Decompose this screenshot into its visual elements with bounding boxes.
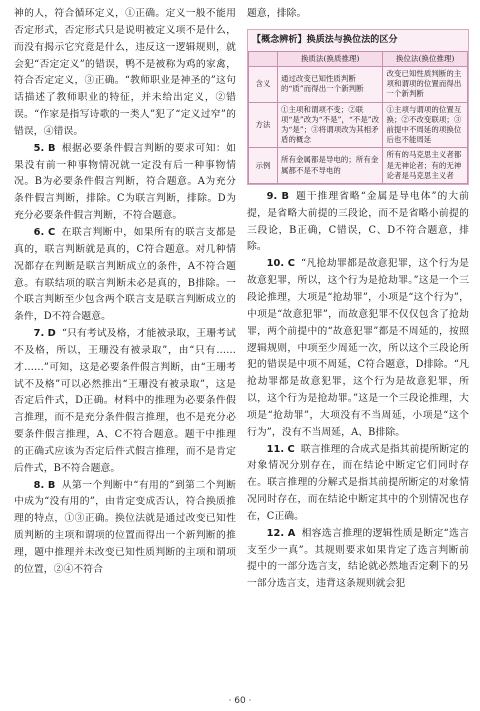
table-row [249, 148, 468, 184]
answer-letter: B [281, 190, 290, 202]
page-number: · 60 · [228, 696, 252, 706]
paragraph-continued: 神的人，符合循环定义，①正确。定义一般不能用否定形式，否定形式只是说明被定义项不是什么，而没有揭示它究竟是什么，违反这一逻辑规则，就会犯“否定定义”的错误，鸭不是被称为鸡的家禽，符合否定定义，③正确。“教师职业是神圣的”这句话描述了教师职业的特征，并未给出定义，②错误。“作家是指写诗歌的一类人”犯了“定义过窄”的错误，④错误。 [14, 8, 236, 137]
question-number: 6. [33, 226, 45, 238]
concept-table [248, 51, 468, 184]
answer-11 [247, 442, 469, 526]
answer-letter: B [47, 479, 56, 491]
table-cell: 改变已知性质判断的主项和谓项的位置而得出一个新判断 [383, 66, 468, 102]
answer-12 [247, 526, 469, 593]
answer-10 [247, 256, 469, 441]
question-number: 7. [33, 328, 45, 340]
question-number: 5. [33, 142, 45, 154]
answer-letter: D [47, 328, 56, 340]
question-number: 9. [266, 190, 278, 202]
row-label: 方法 [249, 102, 278, 148]
answer-9 [247, 189, 469, 256]
explanation: 根据必要条件假言判断的要求可知：如果没有前一种事物情况就一定没有后一种事物情况。B为必要条件假言判断，符合题意。A为充分条件假言判断，排除。C为联言判断，排除。D为充分必要条件假言判断，不符合题意。 [14, 142, 237, 222]
answer-5 [14, 141, 236, 225]
answer-letter: C [287, 443, 295, 455]
explanation: “凡抢劫罪都是故意犯罪，这个行为是故意犯罪，所以，这个行为是抢劫罪。”这是一个三段论推理，大项是“抢劫罪”，小项是“这个行为”，中项是“故意犯罪”，而故意犯罪不仅仅包含了抢劫罪，两个前提中的“故意犯罪”都是不周延的，按照逻辑规则，中项至少周延一次，所以这个三段论所犯的错误是中项不周延，C符合题意，D排除。“凡抢劫罪都是故意犯罪，这个行为是故意犯罪，所以，这个行为是抢劫罪。”这是一个三段论推理，大项是“抢劫罪”，大项没有不当周延，小项是“这个行为”，没有不当周延，A、B排除。 [247, 258, 469, 438]
table-header: 换质法(换质推理) [278, 51, 383, 66]
table-cell: 所有的马克思主义者都是无神论者；有的无神论者是马克思主义者 [383, 148, 468, 184]
question-number: 10. [266, 258, 285, 270]
explanation: 在联言判断中，如果所有的联言支都是真的，联言判断就是真的，C符合题意。对几种情况都存在判断是联言判断成立的条件，A不符合题意。有联结项的联言判断未必是真的，B排除。一个联言判断至少包含两个联言支是联言判断成立的条件，D不符合题意。 [14, 226, 237, 323]
right-column [247, 6, 469, 593]
answer-letter: C [47, 226, 56, 238]
concept-box [247, 29, 469, 185]
answer-letter: A [287, 527, 296, 539]
answer-7 [14, 326, 236, 478]
answer-letter: C [287, 258, 296, 270]
left-column [14, 6, 236, 579]
row-label: 含义 [249, 66, 278, 102]
answer-letter: B [47, 142, 56, 154]
row-label: 示例 [249, 148, 278, 184]
table-cell: 所有金属都是导电的；所有金属都不是不导电的 [278, 148, 383, 184]
table-header-row [249, 51, 468, 66]
question-number: 8. [33, 479, 45, 491]
table-cell: ①主项与谓项的位置互换；②不改变联项；③前提中不周延的项换位后也不能周延 [383, 102, 468, 148]
question-number: 11. [266, 443, 285, 455]
table-header [249, 51, 278, 66]
concept-title: 【概念辨析】换质法与换位法的区分 [252, 34, 398, 45]
explanation: 题干推理省略“金属是导电体”的大前提，是省略大前提的三段论，而不是省略小前提的三段论，B正确，C错误，C、D不符合题意，排除。 [247, 190, 470, 253]
explanation: 从第一个判断中“有用的”到第二个判断中成为“没有用的”，由肯定变成否认，符合换质推理的特点，①③正确。换位法就是通过改变已知性质判断的主项和谓项的位置而得出一个新判断的推理，题中推理并未改变已知性质判断的主项和谓项的位置，②④不符合 [14, 479, 236, 575]
paragraph-continued: 题意，排除。 [247, 8, 307, 19]
table-cell: 通过改变已知性质判断的“质”而得出一个新判断 [278, 66, 383, 102]
table-row [249, 66, 468, 102]
table-row [249, 102, 468, 148]
table-cell: ①主项和谓项不变；②联项“是”改为“不是”，“不是”改为“是”；③将谓项改为其相矛盾的概念 [278, 102, 383, 148]
table-header: 换位法(换位推理) [383, 51, 468, 66]
answer-8 [14, 478, 236, 579]
explanation: 联言推理的合成式是指其前提所断定的对象情况分别存在，而在结论中断定它们同时存在。联言推理的分解式是指其前提所断定的对象情况同时存在，而在结论中断定其中的个别情况也存在，C正确。 [247, 443, 470, 522]
explanation: “只有考试及格，才能被录取，王珊考试不及格，所以，王珊没有被录取”，由“只有……才……”可知，这是必要条件假言判断，由“王珊考试不及格”可以必然推出“王珊没有被录取”，这是否定后件式，D正确。材料中的推理为必要条件假言推理，而不是充分条件假言推理，也不是充分必要条件假言推理，A、C不符合题意。题干中推理的正确式应该为否定后件式假言推理，而不是肯定后件式，B不符合题意。 [14, 328, 236, 474]
answer-6 [14, 225, 236, 326]
explanation: 相容选言推理的逻辑性质是断定“选言支至少一真”。其规则要求如果肯定了选言判断前提中的一部分选言支，结论就必然地否定剩下的另一部分选言支，违背这条规则就会犯 [247, 527, 469, 590]
question-number: 12. [266, 527, 285, 539]
